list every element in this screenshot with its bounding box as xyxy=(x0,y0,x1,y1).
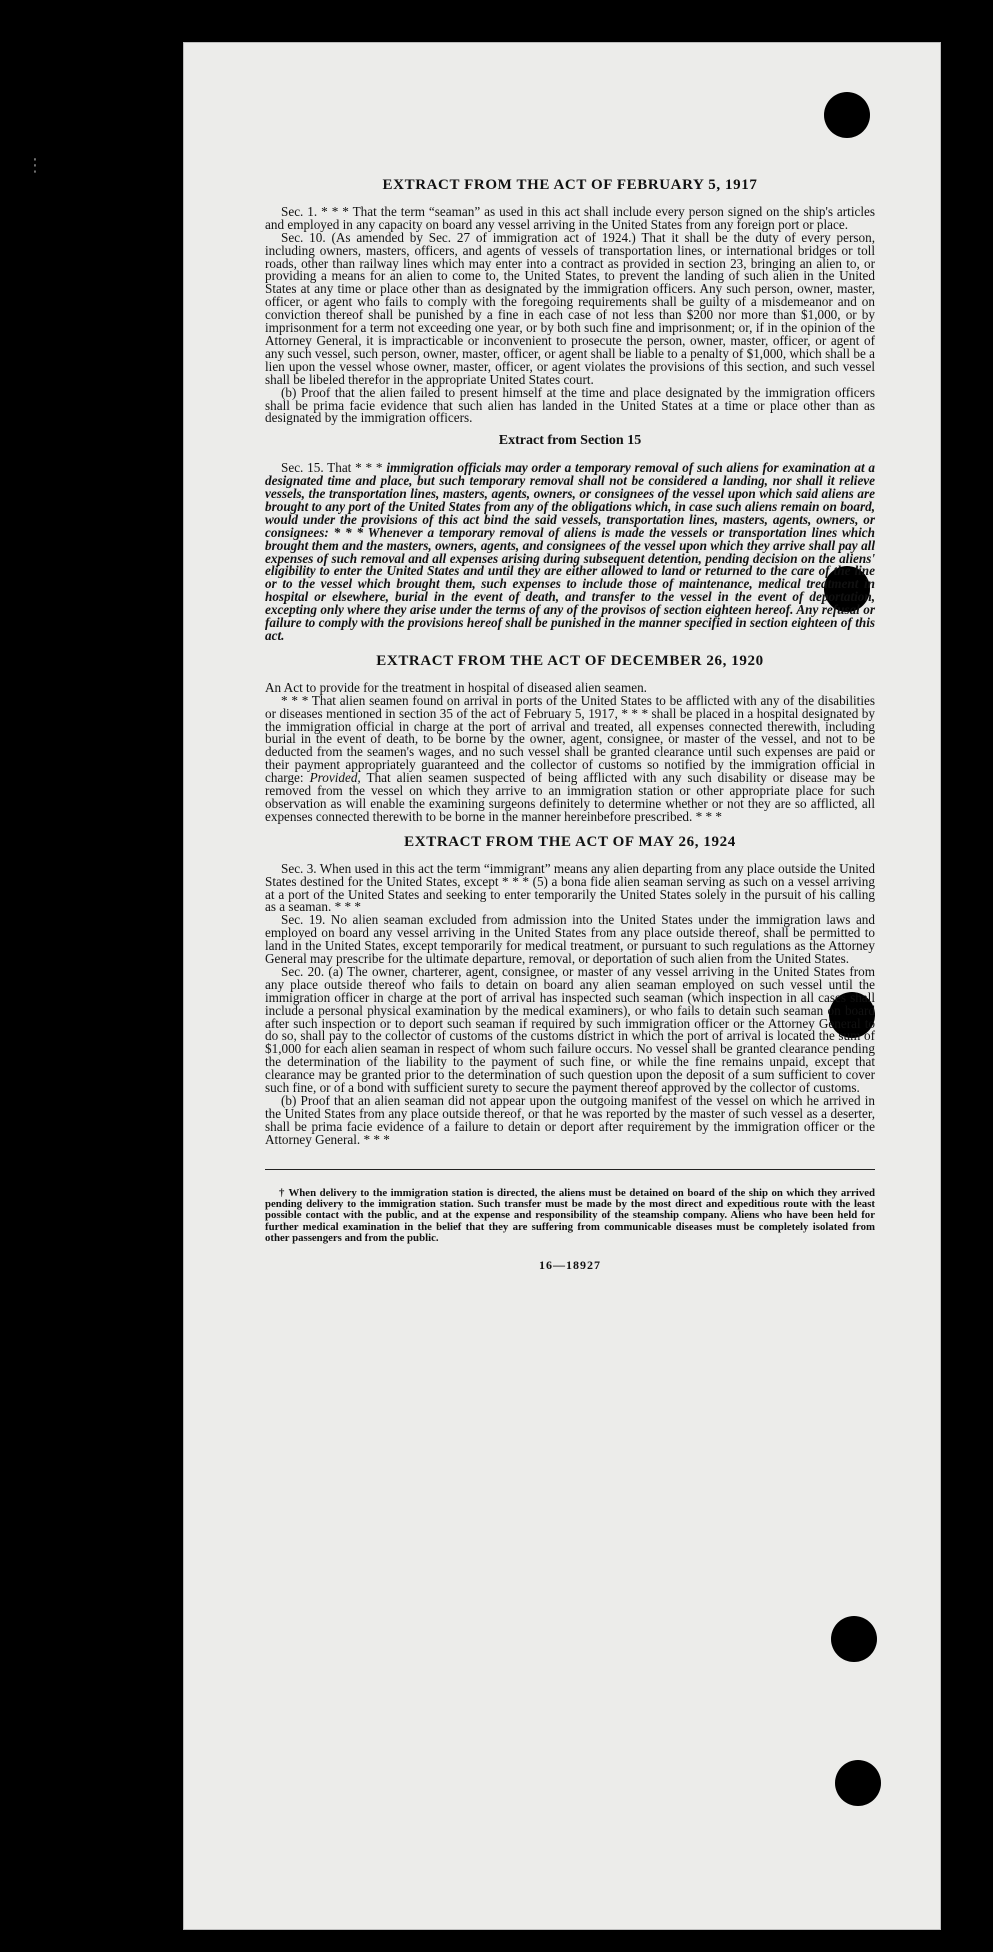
paragraph-sec-15 xyxy=(265,462,875,643)
footnote-divider xyxy=(265,1169,875,1170)
sec-15-lead: Sec. 15. That * * * xyxy=(281,460,387,476)
p1920-part-b: That alien seamen suspected of being afflicted with any such disability or disease may be removed from the vessel on which they arrive to an immigration station or other appropriate place for such observation as will enable the examining surgeons definitely to determine whether or not they are so afflicted, all expenses connected therewith to be borne in the manner hereinbefore prescribed. * * * xyxy=(265,770,875,824)
paragraph-1920-body xyxy=(265,692,875,824)
paragraph-sec-1: Sec. 1. * * * That the term “seaman” as used in this act shall include every person signed on the ship's articles and employed in any capacity on board any vessel arriving in the United States from any foreign port or place. xyxy=(265,203,875,232)
sec-15-text: immigration officials may order a temporary removal of such aliens for examination at a designated time and place, but such temporary removal shall not be considered a landing, nor shall it relieve vessels, the transportation lines, masters, agents, owners, or consignees of the vessel upon which said aliens are brought to any port of the United States from any of the obligations which, in case such aliens remain on board, would under the provisions of this act bind the said vessels, transportation lines, masters, agents, owners, or consignees: * * * Whenever a temporary removal of aliens is made the vessels or transportation lines which brought them and the masters, owners, agents, and consignees of the vessel upon which they arrive shall pay all expenses of such removal and all expenses arising during subsequent detention, pending decision on the aliens' eligibility to enter the United States and until they are either allowed to land or returned to the care of the line or to the vessel which brought them, such expenses to include those of maintenance, medical treatment in hospital or elsewhere, burial in the event of death, and transfer to the vessel in the event of deportation, excepting only where they arise under the terms of any of the provisos of section eighteen hereof. Any refusal or failure to comply with the provisions hereof shall be punished in the manner specified in section eighteen of this act. xyxy=(265,460,875,643)
paragraph-sec-20-a: Sec. 20. (a) The owner, charterer, agent, consignee, or master of any vessel arriving in the United States from any place outside thereof who fails to detain on board any alien seaman employed on such vessel until the immigration officer in charge at the port of arrival has inspected such seaman (which inspection in all cases shall include a personal physical examination by the medical examiners), or who fails to detain such seaman on board after such inspection or to deport such seaman if required by such immigration officer or the Attorney General to do so, shall pay to the collector of customs of the customs district in which the port of arrival is located the sum of $1,000 for each alien seaman in respect of whom such failure occurs. No vessel shall be granted clearance pending the determination of the liability to the payment of such fine, or while the fine remains unpaid, except that clearance may be granted prior to the determination of such question upon the deposit of a sum sufficient to cover such fine, or of a bond with sufficient surety to secure the payment thereof approved by the collector of customs. xyxy=(265,963,875,1096)
p1920-part-a: * * * That alien seamen found on arrival in ports of the United States to be afflicted with any of the disabilities or diseases mentioned in section 35 of the act of February 5, 1917, * * * shall be placed in a hospital designated by the immigration official in charge at the port of arrival and treated, all expenses connected therewith, including burial in the event of death, to be borne by the owner, agent, consignee, or master of the vessel, and not to be deducted from the seamen's wages, and no such vessel shall be granted clearance until such expenses are paid or their payment appropriately guaranteed and the collector of customs so notified by the immigration official in charge: xyxy=(265,692,875,786)
paragraph-sec-3: Sec. 3. When used in this act the term “immigrant” means any alien departing from any place outside the United States destined for the United States, except * * * (5) a bona fide alien seaman serving as such on a vessel arriving at a port of the United States and seeking to enter temporarily the United States solely in the pursuit of his calling as a seaman. * * * xyxy=(265,860,875,915)
print-code: 16—18927 xyxy=(539,1257,601,1272)
paragraph-act-title-1920: An Act to provide for the treatment in hospital of diseased alien seamen. xyxy=(265,679,647,695)
heading-act-1917: EXTRACT FROM THE ACT OF FEBRUARY 5, 1917 xyxy=(382,177,758,193)
footnote: † When delivery to the immigration station is directed, the aliens must be detained on board of the ship on which they arrived pending delivery to the immigration station. Such transfer must be made by the most direct and expeditious route with the least possible contact with the public, and at the expense and responsibility of the steamship company. Aliens who have been held for further medical examination in the belief that they are suffering from communicable diseases must be completely isolated from other passengers and from the public. xyxy=(265,1186,875,1245)
punch-hole xyxy=(831,1616,877,1662)
heading-act-1920: EXTRACT FROM THE ACT OF DECEMBER 26, 1920 xyxy=(376,652,764,669)
punch-hole xyxy=(835,1760,881,1806)
paragraph-sec-10: Sec. 10. (As amended by Sec. 27 of immigration act of 1924.) That it shall be the duty of every person, including owners, masters, officers, and agents of vessels of transportation lines, or international bridges or toll roads, other than railway lines which may enter into a contract as provided in section 23, bringing an alien to, or providing a means for an alien to come to, the United States, to prevent the landing of such alien in the United States at any time or place other than as designated by the immigration officers. Any such person, owner, master, officer, or agent who fails to comply with the foregoing requirements shall be guilty of a misdemeanor and on conviction thereof shall be punished by a fine in each case of not less than $200 nor more than $1,000, or by imprisonment for a term not exceeding one year, or by both such fine and imprisonment; or, if in the opinion of the Attorney General, it is impracticable or inconvenient to prosecute the person, owner, master, officer, or agent of any such vessel, such person, owner, master, officer, or agent shall be liable to a penalty of $1,000, which shall be a lien upon the vessel whose owner, master, officer, or agent violates the provisions of this section, and such vessel shall be libeled therefor in the appropriate United States court. xyxy=(265,229,875,387)
paragraph-sec-19: Sec. 19. No alien seaman excluded from admission into the United States under the immigration laws and employed on board any vessel arriving in the United States from any place outside thereof, shall be permitted to land in the United States, except temporarily for medical treatment, or pursuant to such regulations as the Attorney General may prescribe for the ultimate departure, removal, or deportation of such alien from the United States. xyxy=(265,912,875,967)
heading-act-1924: EXTRACT FROM THE ACT OF MAY 26, 1924 xyxy=(404,833,736,850)
document-body xyxy=(265,167,875,1272)
paragraph-sec-20-b: (b) Proof that an alien seaman did not appear upon the outgoing manifest of the vessel on which he arrived in the United States from any place outside thereof, or that he was reported by the master of such vessel as a deserter, shall be prima facie evidence of a failure to detain or deport after requirement by the immigration officer or the Attorney General. * * * xyxy=(265,1093,875,1147)
film-edge-mark: ⋮ xyxy=(26,155,44,176)
document-page xyxy=(183,42,941,1930)
heading-section-15: Extract from Section 15 xyxy=(498,433,642,449)
punch-hole xyxy=(824,92,870,138)
paragraph-sec-10-b: (b) Proof that the alien failed to present himself at the time and place designated by the immigration officers shall be prima facie evidence that such alien has landed in the United States at a time or place other than as designated by the immigration officers. xyxy=(265,384,875,426)
p1920-provided: Provided, xyxy=(309,770,361,786)
